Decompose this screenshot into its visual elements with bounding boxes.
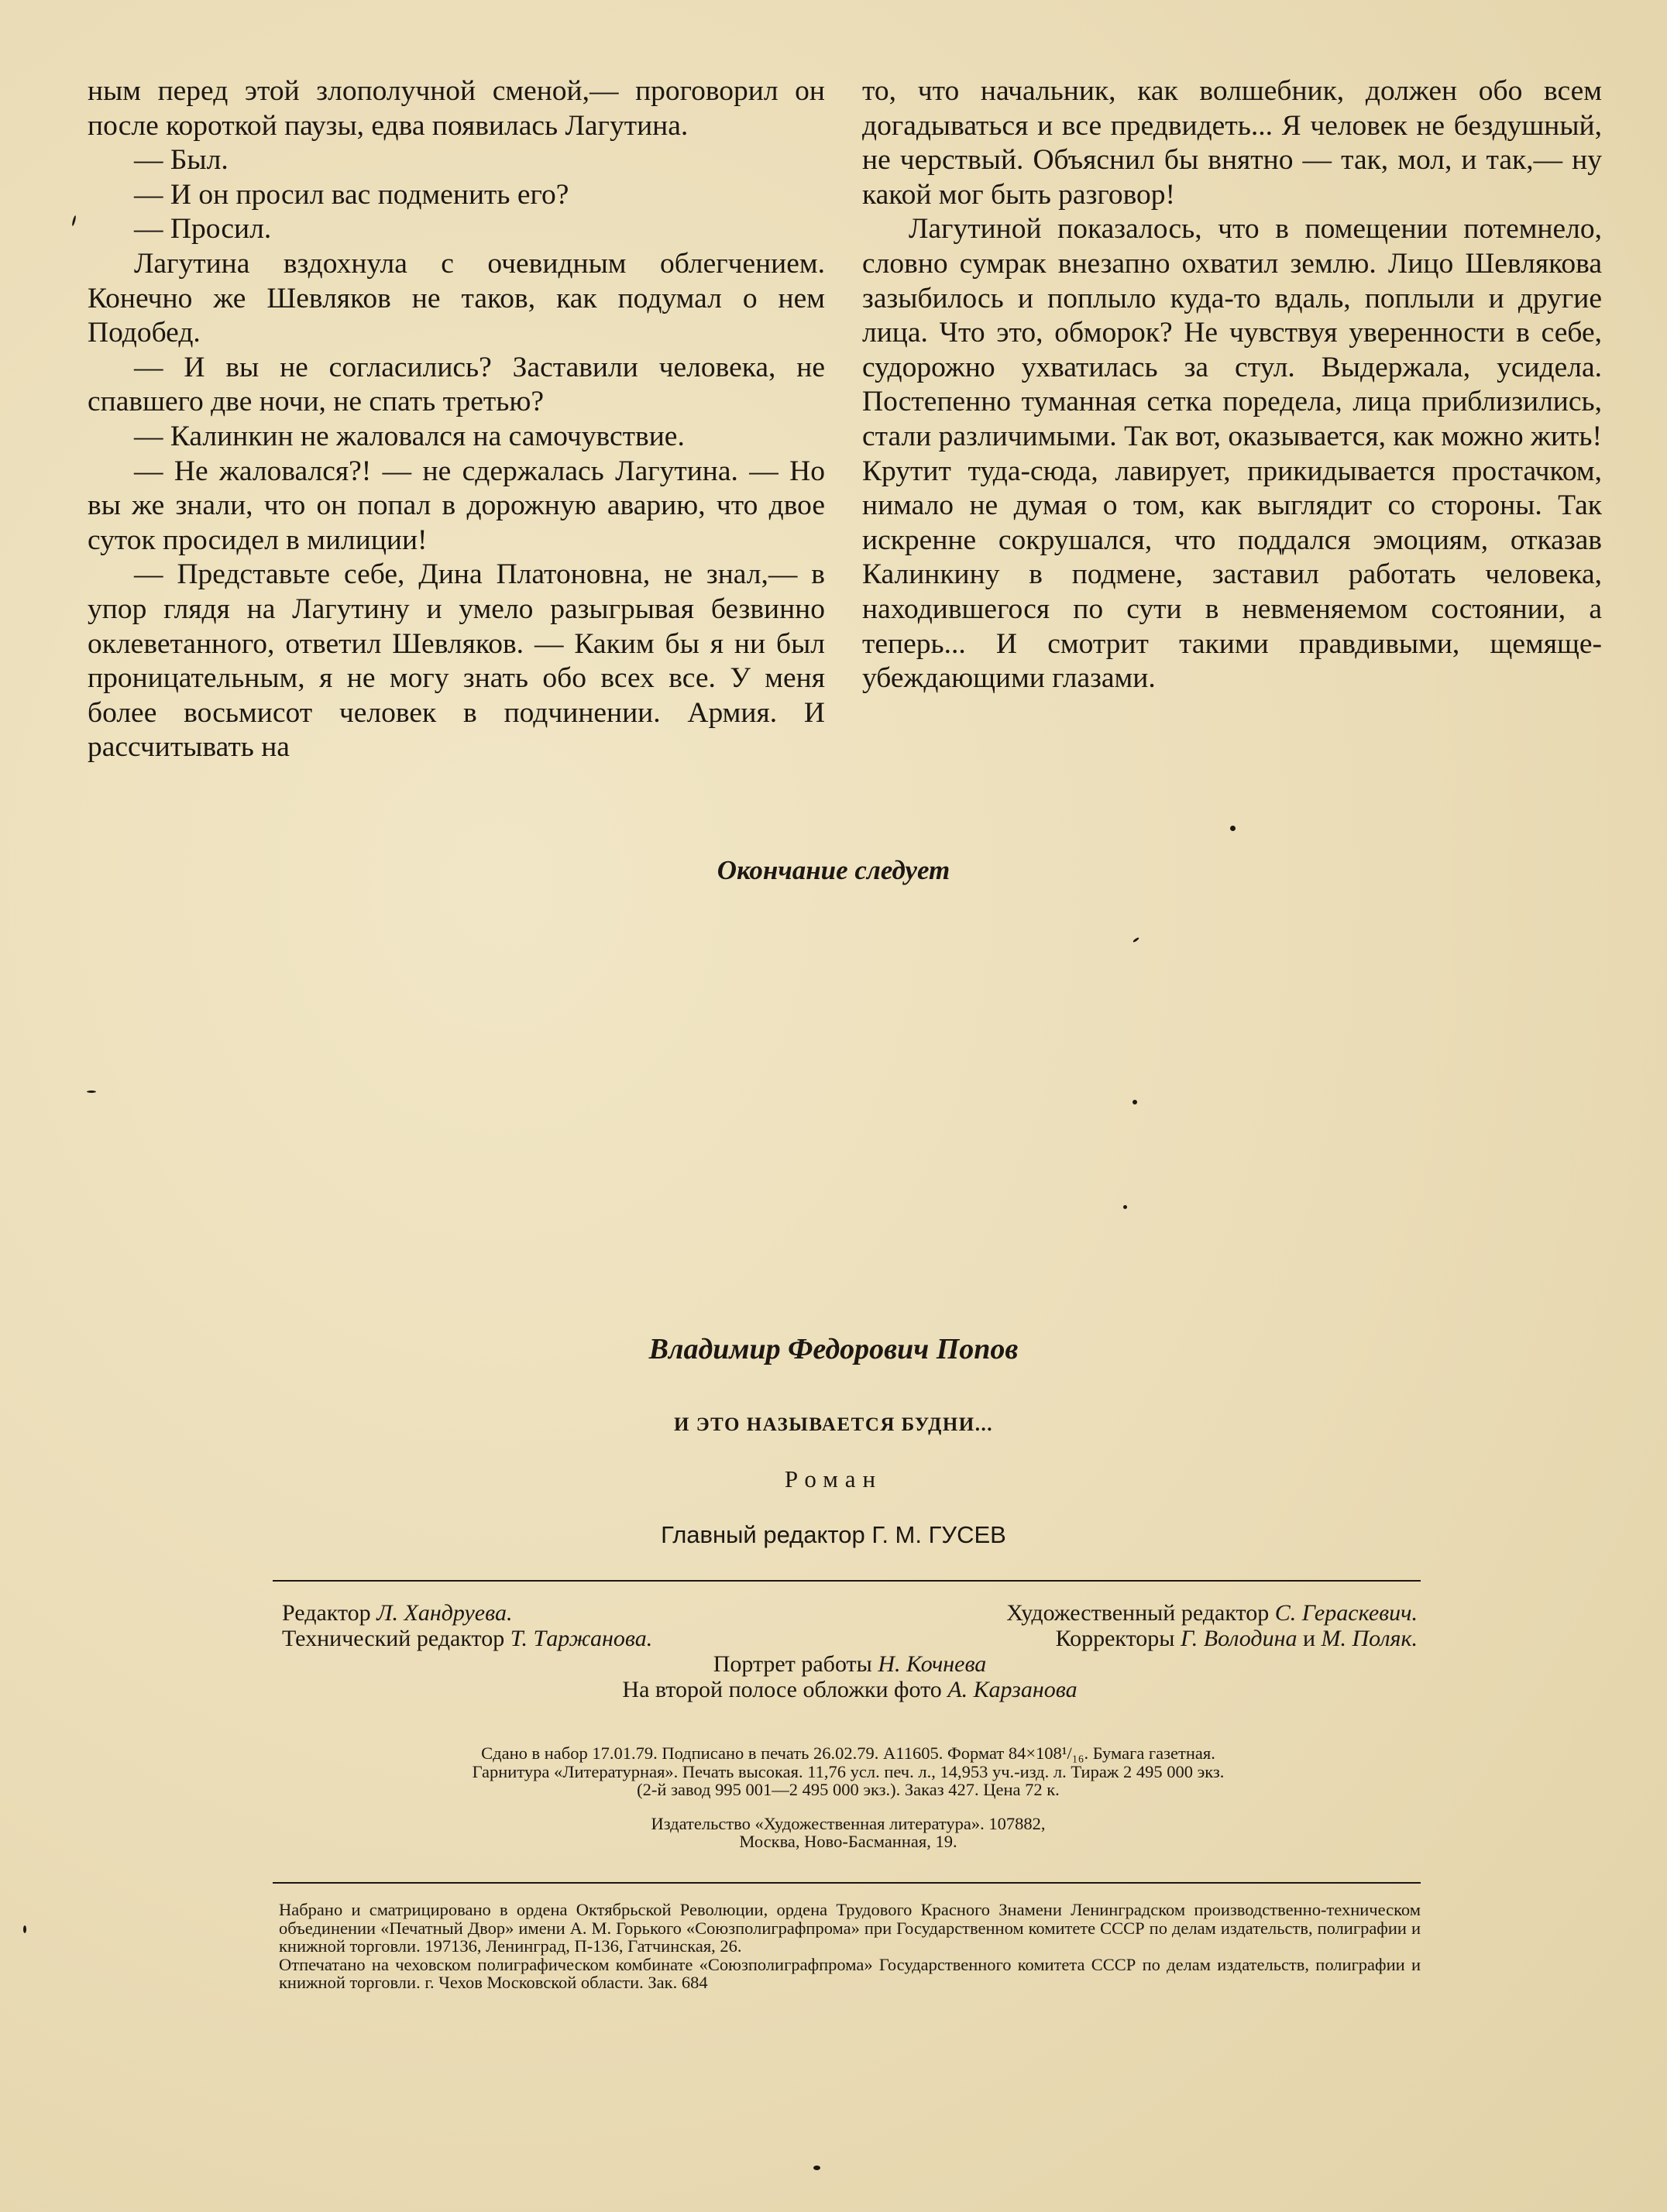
print-data-line: Гарнитура «Литературная». Печать высокая. 11,76 усл. печ. л., 14,953 уч.-изд. л. Тираж 2 495 000 экз. <box>472 1761 1225 1781</box>
print-speck <box>1133 1100 1137 1104</box>
publisher-line: Москва, Ново-Басманная, 19. <box>739 1832 957 1851</box>
print-speck <box>1230 826 1236 831</box>
paragraph: — И он просил вас подменить его? <box>134 178 569 211</box>
paragraph: — Представьте себе, Дина Платоновна, не знал,— в упор глядя на Лагутину и умело разыгрывая безвинно оклеветанного, ответил Шевляков. — Каким бы я ни был проницательным, я не могу знать обо всех все. У меня более восьмисот человек в подчинении. Армия. И рассчитывать на <box>88 558 825 764</box>
print-data-line: Сдано в набор 17.01.79. Подписано в печать 26.02.79. А11605. Формат 84×108¹/₁₆. Бумага газетная. <box>481 1743 1215 1763</box>
print-speck <box>1133 937 1139 943</box>
portrait-credit: Портрет работы Н. Кочнева <box>713 1651 987 1677</box>
print-speck <box>87 1091 96 1093</box>
editorial-staff <box>282 1600 1418 1702</box>
divider-line <box>273 1882 1421 1884</box>
book-genre: Роман <box>784 1465 883 1492</box>
divider-line <box>273 1580 1421 1582</box>
tech-editor-credit: Технический редактор Т. Тaржанова. <box>282 1626 653 1651</box>
printer-note: Отпечатано на чеховском полиграфическом комбинате «Союзполиграфпрома» Государственного комитета СССР по делам издательств, полиграфии и книжной торговли. г. Чехов Московской области. Зак. 684 <box>279 1954 1421 1992</box>
paragraph: то, что начальник, как волшебник, должен обо всем догадываться и все предвидеть... Я человек не бездушный, не черствый. Объяснил бы внятно — так, мол, и так,— ну какой мог быть разговор! <box>862 75 1602 211</box>
printer-note: Набрано и сматрицировано в ордена Октябрьской Революции, ордена Трудового Красного Знамени Ленинградском производственно-техническом объединении «Печатный Двор» имени А. М. Горького «Союзполиграфпрома» при Государственном комитете СССР по делам издательств, полиграфии и книжной торговли. 197136, Ленинград, П-136, Гатчинская, 26. <box>279 1900 1421 1956</box>
proofreaders-credit: Корректоры Г. Володина и М. Поляк. <box>1055 1626 1418 1651</box>
paragraph: Лагутиной показалось, что в помещении потемнело, словно сумрак внезапно охватил землю. Лицо Шевлякова зазыбилось и поплыло куда-то вдаль, поплыли и другие лица. Что это, обморок? Не чувствуя уверенности в себе, судорожно ухватилась за стул. Выдержала, усидела. Постепенно туманная сетка поредела, лица приблизились, стали различимыми. Так вот, оказывается, как можно жить! Крутит туда-сюда, лавирует, прикидывается простачком, нимало не думая о том, как выглядит со стороны. Так искренне сокрушался, что поддался эмоциям, отказав Калинкину в подмене, заставил работать человека, находившегося по сути в невменяемом состоянии, а теперь... И смотрит такими правдивыми, щемяще-убеждающими глазами. <box>862 213 1602 695</box>
cover-photo-credit: На второй полосе обложки фото А. Карзанова <box>622 1677 1078 1702</box>
editor-credit: Редактор Л. Хандруева. <box>282 1600 513 1626</box>
paragraph: Лагутина вздохнула с очевидным облегчением. Конечно же Шевляков не таков, как подумал о нем Подобед. <box>88 247 825 349</box>
staff-row <box>282 1600 1418 1626</box>
right-text-column <box>862 74 1602 696</box>
to-be-continued-note: Окончание следует <box>717 855 950 885</box>
author-name: Владимир Федорович Попов <box>648 1333 1019 1365</box>
print-data-line: (2-й завод 995 001—2 495 000 экз.). Заказ 427. Цена 72 к. <box>637 1780 1060 1799</box>
print-speck <box>23 1925 26 1933</box>
paragraph: — Калинкин не жаловался на самочувствие. <box>134 420 685 452</box>
paragraph: — Просил. <box>134 213 272 246</box>
staff-row <box>282 1626 1418 1651</box>
paragraph: — Не жаловался?! — не сдержалась Лагутина. — Но вы же знали, что он попал в дорожную аварию, что двое суток просидел в милиции! <box>88 455 825 556</box>
paragraph: ным перед этой злополучной сменой,— проговорил он после короткой паузы, едва появилась Лагутина. <box>88 75 825 142</box>
chief-editor: Главный редактор Г. М. ГУСЕВ <box>661 1521 1006 1548</box>
book-title: И ЭТО НАЗЫВАЕТСЯ БУДНИ... <box>674 1414 993 1435</box>
paragraph: — И вы не согласились? Заставили человека, не спавшего две ночи, не спать третью? <box>88 351 825 418</box>
publisher-line: Издательство «Художественная литература». 107882, <box>651 1813 1046 1833</box>
print-details <box>279 1744 1418 1851</box>
print-speck <box>71 215 77 226</box>
paragraph: — Был. <box>134 144 229 177</box>
left-text-column <box>88 74 825 765</box>
print-speck <box>813 2166 820 2170</box>
print-speck <box>1123 1205 1127 1209</box>
printer-notes <box>279 1901 1421 1992</box>
art-editor-credit: Художественный редактор С. Гераскевич. <box>1006 1600 1418 1626</box>
